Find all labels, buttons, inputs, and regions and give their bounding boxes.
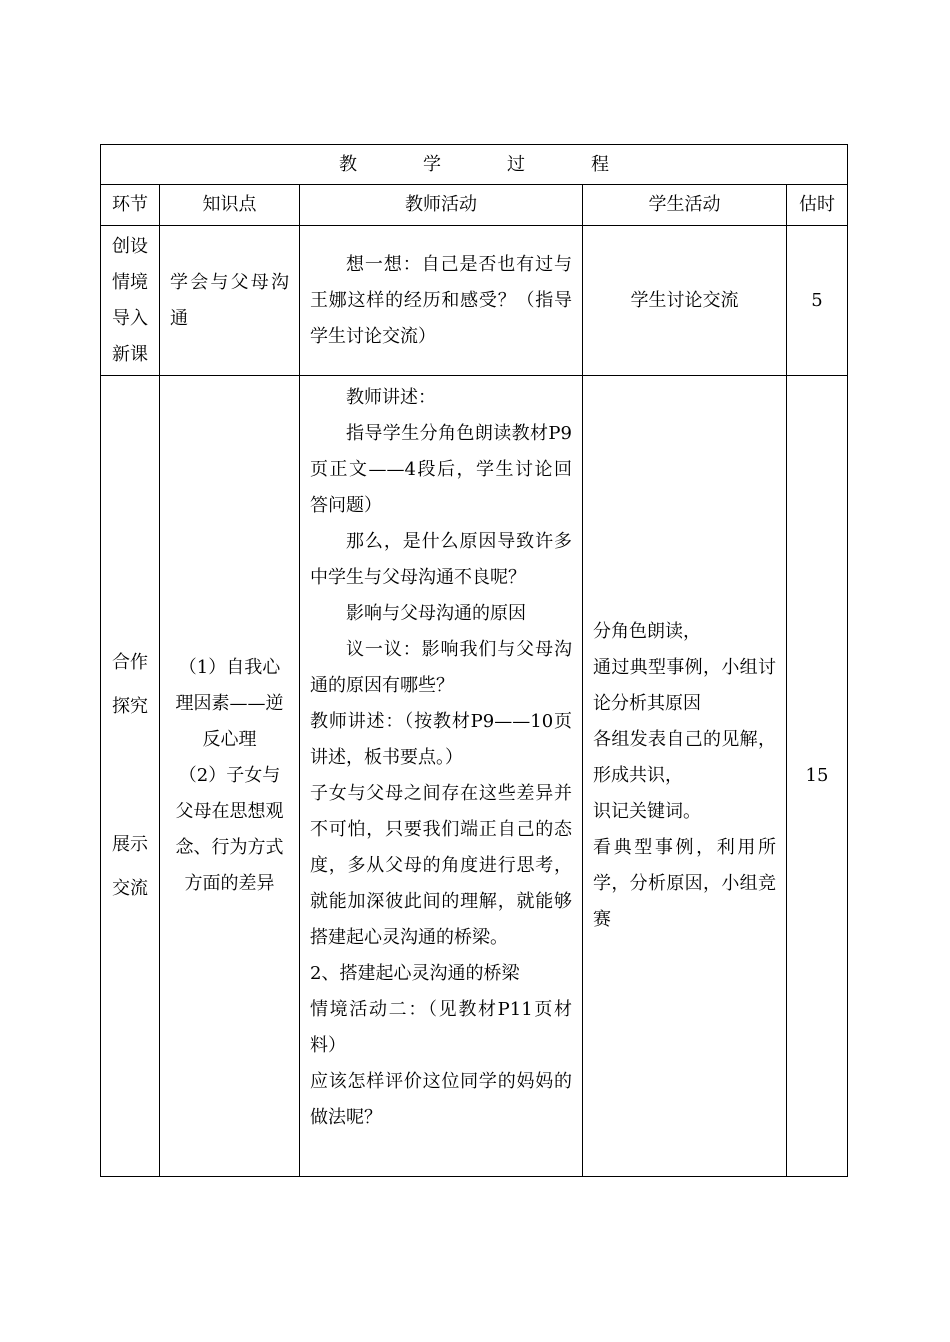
row1-time: 5 <box>787 226 848 376</box>
table-title: 教 学 过 程 <box>101 145 848 185</box>
student-line: 各组发表自己的见解，形成共识， <box>593 729 776 786</box>
row2-stage <box>101 376 160 1177</box>
knowledge-item: （2）子女与父母在思想观念、行为方式方面的差异 <box>175 765 284 894</box>
row2-stage-line: 交流 <box>112 878 148 899</box>
teacher-para: 教师讲述： <box>346 387 436 408</box>
row1-stage <box>101 226 160 376</box>
row2-student <box>583 376 787 1177</box>
teacher-para: 那么，是什么原因导致许多中学生与父母沟通不良呢？ <box>310 531 572 588</box>
row1-stage-line: 创设 <box>112 235 148 257</box>
teacher-para: 子女与父母之间存在这些差异并不可怕，只要我们端正自己的态度，多从父母的角度进行思考，就能加深彼此间的理解，就能够搭建起心灵沟通的桥梁。 <box>310 783 572 948</box>
row2-stage-line: 展示 <box>112 834 148 855</box>
student-line: 分角色朗读， <box>593 621 701 642</box>
header-stage: 环节 <box>101 185 160 226</box>
table-row <box>101 226 848 376</box>
teacher-para: 应该怎样评价这位同学的妈妈的做法呢？ <box>310 1071 572 1128</box>
knowledge-item: （1）自我心理因素——逆反心理 <box>175 657 284 750</box>
row2-knowledge <box>160 376 300 1177</box>
teacher-para: 情境活动二：（见教材P11页材料） <box>310 999 572 1056</box>
row2-stage-line: 合作 <box>112 652 148 673</box>
teaching-process-table <box>100 144 848 1177</box>
row1-stage-line: 导入 <box>112 307 148 329</box>
row2-stage-line: 探究 <box>112 696 148 717</box>
teacher-para: 2、搭建起心灵沟通的桥梁 <box>310 963 520 984</box>
row2-time: 15 <box>787 376 848 1177</box>
student-line: 看典型事例，利用所学，分析原因，小组竞赛 <box>593 837 776 930</box>
row1-teacher: 想一想：自己是否也有过与王娜这样的经历和感受？（指导学生讨论交流） <box>300 226 583 376</box>
teacher-para: 教师讲述：（按教材P9——10页讲述，板书要点。） <box>310 711 572 768</box>
student-line: 识记关键词。 <box>593 801 701 822</box>
header-knowledge: 知识点 <box>160 185 300 226</box>
header-teacher: 教师活动 <box>300 185 583 226</box>
row1-stage-line: 新课 <box>112 343 148 365</box>
teacher-para: 影响与父母沟通的原因 <box>346 603 526 624</box>
table-row <box>101 376 848 1177</box>
row1-knowledge: 学会与父母沟通 <box>160 226 300 376</box>
header-time: 估时 <box>787 185 848 226</box>
student-line: 通过典型事例，小组讨论分析其原因 <box>593 657 776 714</box>
row1-stage-line: 情境 <box>112 271 148 293</box>
row2-teacher <box>300 376 583 1177</box>
header-student: 学生活动 <box>583 185 787 226</box>
teacher-para: 指导学生分角色朗读教材P9页正文——4段后，学生讨论回答问题） <box>310 423 572 516</box>
row1-student: 学生讨论交流 <box>583 226 787 376</box>
teacher-para: 议一议：影响我们与父母沟通的原因有哪些？ <box>310 639 572 696</box>
